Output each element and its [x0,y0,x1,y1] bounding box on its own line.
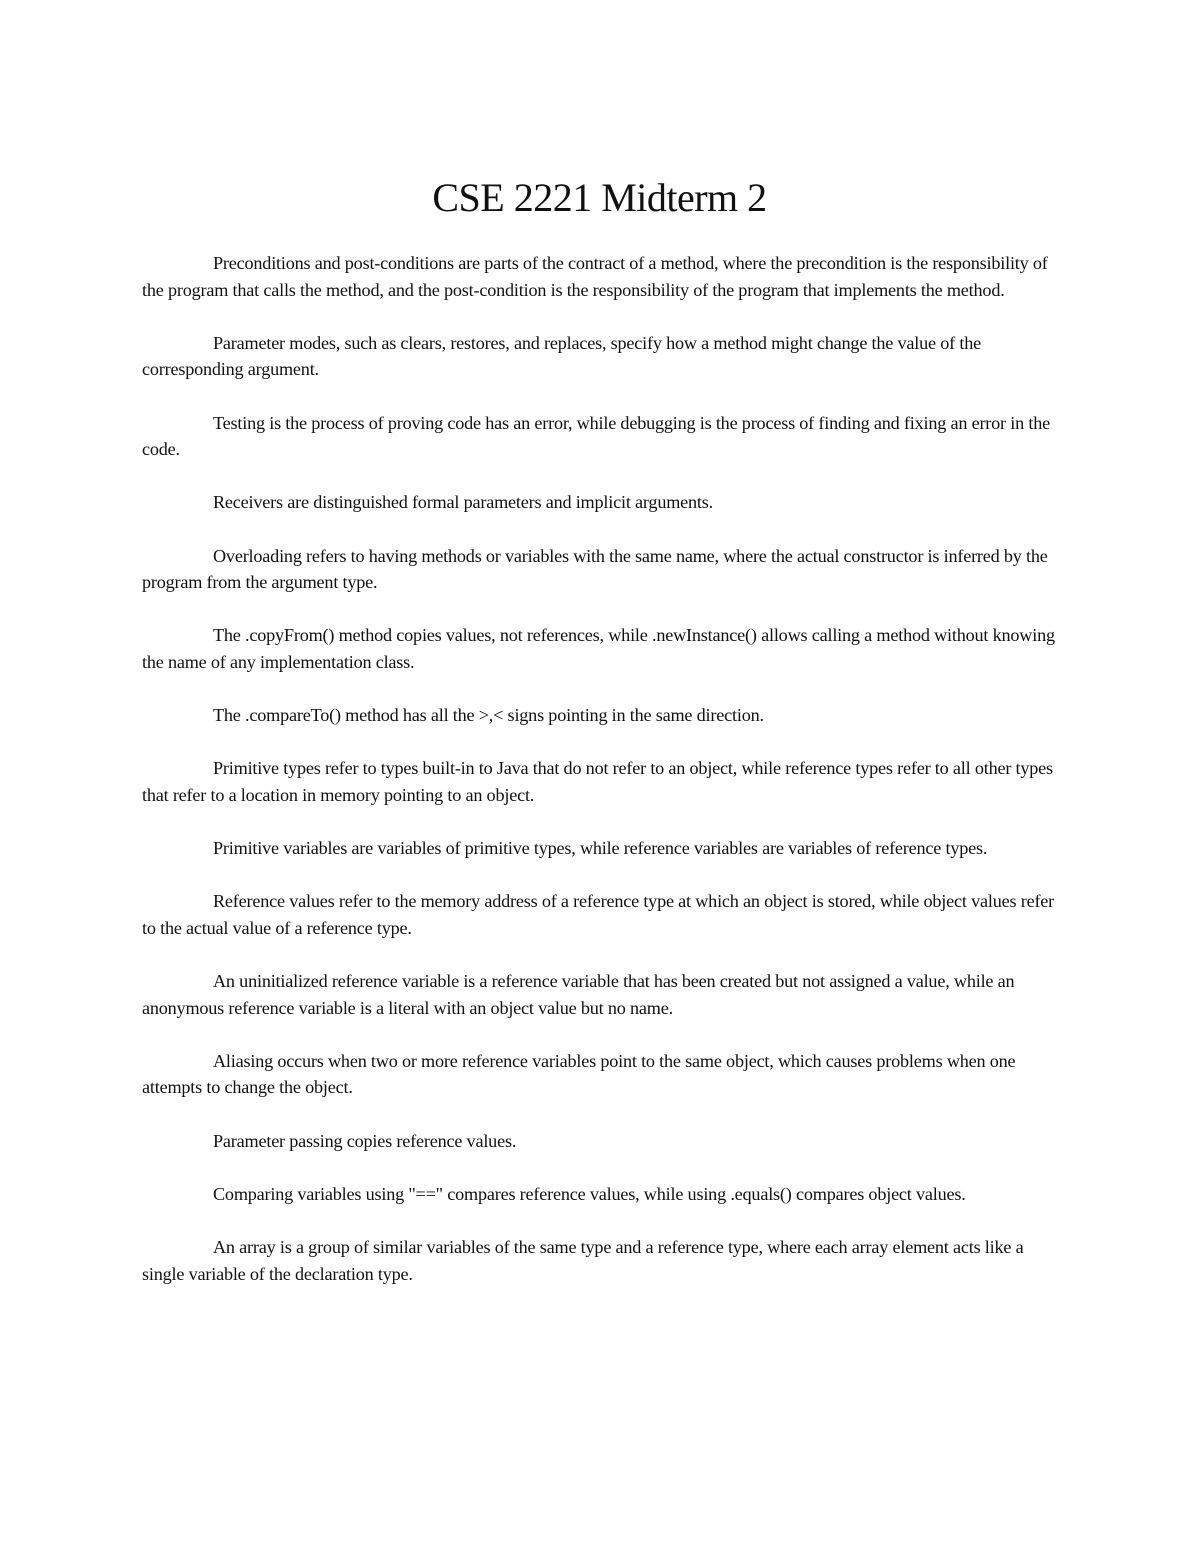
paragraph-primitive-types: Primitive types refer to types built-in to Java that do not refer to an object, while reference types refer to all other types that refer to a location in memory pointing to an object. [142,758,1053,805]
paragraph-aliasing: Aliasing occurs when two or more reference variables point to the same object, which causes problems when one attempts to change the object. [142,1050,1016,1098]
paragraph-testing: Testing is the process of proving code has an error, while debugging is the process of finding and fixing an error in the code. [142,412,1050,460]
paragraph-parameter-passing: Parameter passing copies reference values. [213,1130,517,1151]
document-page [142,170,1057,1314]
paragraph-reference-values: Reference values refer to the memory address of a reference type at which an object is stored, while object values refer to the actual value of a reference type. [142,891,1055,938]
document-title: CSE 2221 Midterm 2 [432,175,767,220]
paragraph-receivers: Receivers are distinguished formal parameters and implicit arguments. [213,492,714,513]
paragraph-primitive-variables: Primitive variables are variables of primitive types, while reference variables are variables of reference types. [213,838,988,859]
paragraph-overloading: Overloading refers to having methods or variables with the same name, where the actual constructor is inferred by the program from the argument type. [142,545,1048,593]
paragraph-uninitialized-reference: An uninitialized reference variable is a reference variable that has been created but not assigned a value, while an anonymous reference variable is a literal with an object value but no name. [142,971,1015,1018]
paragraph-preconditions: Preconditions and post-conditions are parts of the contract of a method, where the precondition is the responsibility of the program that calls the method, and the post-condition is the responsibility of the program that implements the method. [142,253,1048,300]
paragraph-array: An array is a group of similar variables of the same type and a reference type, where each array element acts like a single variable of the declaration type. [142,1236,1024,1284]
paragraph-comparing-variables: Comparing variables using "==" compares reference values, while using .equals() compares object values. [213,1183,966,1204]
paragraph-copyfrom: The .copyFrom() method copies values, not references, while .newInstance() allows calling a method without knowing the name of any implementation class. [142,625,1055,672]
paragraph-parameter-modes: Parameter modes, such as clears, restores, and replaces, specify how a method might change the value of the corresponding argument. [142,332,981,380]
paragraph-compareto: The .compareTo() method has all the >,< signs pointing in the same direction. [213,705,764,726]
